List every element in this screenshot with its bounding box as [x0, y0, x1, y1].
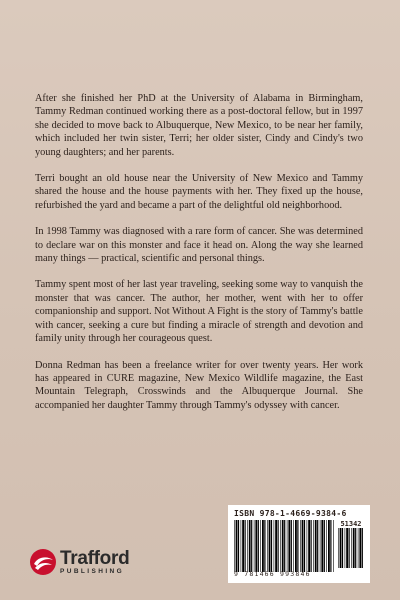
- barcode-bar: [302, 520, 304, 572]
- barcode-bar: [242, 520, 244, 572]
- barcode-bar: [295, 520, 297, 572]
- back-cover-blurb: [35, 92, 363, 425]
- barcode-bar: [251, 520, 252, 572]
- barcode-bar: [358, 528, 359, 568]
- barcode-bar: [351, 528, 352, 568]
- barcode-bar: [321, 520, 323, 572]
- barcode-bar: [320, 520, 321, 572]
- barcode-bar: [236, 520, 238, 572]
- barcode-bar: [269, 520, 271, 572]
- barcode-bar: [355, 528, 356, 568]
- barcode-bar: [278, 520, 279, 572]
- barcode-bar: [315, 520, 317, 572]
- barcode-bar: [353, 528, 355, 568]
- barcode-bar: [293, 520, 294, 572]
- barcode-bar: [291, 520, 292, 572]
- barcode-bar: [274, 520, 275, 572]
- isbn-label: ISBN 978-1-4669-9384-6: [234, 509, 347, 518]
- barcode-bar: [297, 520, 298, 572]
- blurb-paragraph-3: In 1998 Tammy was diagnosed with a rare form of cancer. She was determined to declare war on this monster and face it head on. Along the way she learned many things — practical, scientific and personal things.: [35, 226, 363, 265]
- barcode-bar: [238, 520, 239, 572]
- barcode-bar: [324, 520, 325, 572]
- barcode-bar: [307, 520, 308, 572]
- barcode-bar: [247, 520, 248, 572]
- barcode-bar: [345, 528, 346, 568]
- barcode-bar: [271, 520, 272, 572]
- barcode-bar: [330, 520, 331, 572]
- barcode-bar: [241, 520, 242, 572]
- barcode-bar: [282, 520, 284, 572]
- blurb-paragraph-4: Tammy spent most of her last year traveling, seeking some way to vanquish the monster that was cancer. The author, her mother, went with her to offer companionship and support. Not Without A Fight is the story of Tammy's battle with cancer, seeking a cure but finding a miracle of strength and devotion and family unity through her courageous quest.: [35, 279, 363, 345]
- barcode-bar: [264, 520, 265, 572]
- barcode-bar: [254, 520, 255, 572]
- barcode-bar: [346, 528, 348, 568]
- barcode-bar: [308, 520, 310, 572]
- barcode-bar: [333, 520, 334, 572]
- publisher-tagline: PUBLISHING: [60, 567, 125, 575]
- barcode-bar: [359, 528, 361, 568]
- barcode-bar: [262, 520, 264, 572]
- barcode-bar: [255, 520, 257, 572]
- barcode-bar: [317, 520, 318, 572]
- barcode-bar: [313, 520, 314, 572]
- barcode-bar: [338, 528, 339, 568]
- barcode-bar: [362, 528, 363, 568]
- author-bio-paragraph: Donna Redman has been a freelance writer for over twenty years. Her work has appeared in CURE magazine, New Mexico Wildlife magazine, the East Mountain Telegraph, Crosswinds and the Albuquerque Journal. She accompanied her daughter Tammy through Tammy's odyssey with cancer.: [35, 359, 363, 411]
- price-addon-bars: [338, 528, 364, 568]
- barcode-bar: [328, 520, 330, 572]
- barcode-bar: [284, 520, 285, 572]
- barcode-bar: [311, 520, 312, 572]
- barcode-bar: [326, 520, 327, 572]
- barcode-bar: [300, 520, 301, 572]
- barcode-bar: [340, 528, 342, 568]
- blurb-paragraph-1: After she finished her PhD at the University of Alabama in Birmingham, Tammy Redman continued working there as a post-doctoral fellow, but in 1997 she decided to move back to Albuquerque, New Mexico, to be near her family, which included her twin sister, Terri; her older sister, Cindy and Cindy's two young daughters; and her parents.: [35, 93, 363, 158]
- barcode-bar: [275, 520, 277, 572]
- price-addon-number: 51342: [340, 520, 362, 528]
- barcode-bar: [304, 520, 305, 572]
- barcode-bar: [342, 528, 343, 568]
- barcode-bar: [258, 520, 259, 572]
- ean-number: 9 781466 993846: [234, 570, 311, 578]
- barcode-bar: [288, 520, 290, 572]
- publisher-name: Trafford: [60, 547, 130, 569]
- barcode-bar: [267, 520, 268, 572]
- publisher-logo: [28, 547, 129, 577]
- barcode-bar: [280, 520, 281, 572]
- barcode-bar: [249, 520, 251, 572]
- barcode-bar: [287, 520, 288, 572]
- barcode-bar: [245, 520, 246, 572]
- barcode-bar: [260, 520, 261, 572]
- trafford-swirl-icon: [28, 547, 58, 577]
- ean-barcode-bars: [234, 520, 334, 572]
- barcode-bar: [349, 528, 350, 568]
- barcode-bar: [234, 520, 235, 572]
- blurb-paragraph-2: Terri bought an old house near the University of New Mexico and Tammy shared the house and the house payments with her. They fixed up the house, refurbished the yard and became a part of the delightful old neighborhood.: [35, 173, 363, 211]
- isbn-barcode: [228, 505, 370, 583]
